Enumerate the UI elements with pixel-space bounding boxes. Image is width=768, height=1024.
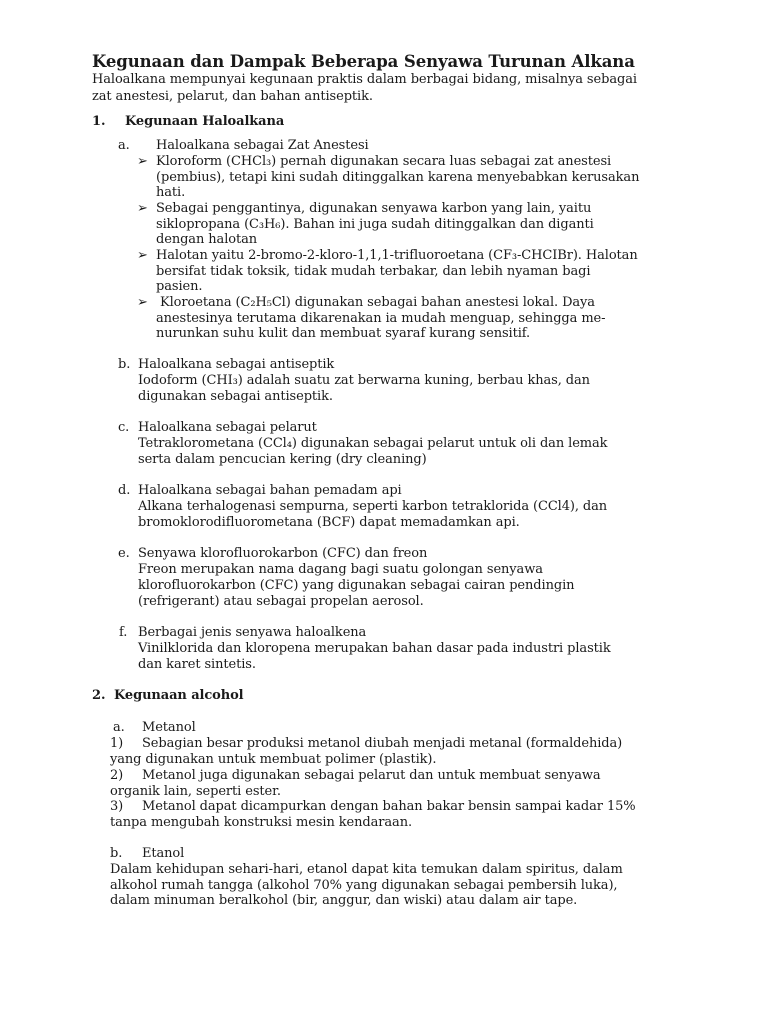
bullet-1-line-1: Kloroform (CHCl₃) pernah digunakan secara luas sebagai zat anestesi — [156, 154, 612, 169]
section-2-heading: Kegunaan alcohol — [114, 688, 244, 703]
sub-d-line-1: Alkana terhalogenasi sempurna, seperti karbon tetraklorida (CCl4), dan — [138, 499, 608, 514]
sub-a-heading: Haloalkana sebagai Zat Anestesi — [156, 138, 369, 153]
sub-f-letter: f. — [119, 625, 128, 640]
sub-c-heading: Haloalkana sebagai pelarut — [138, 420, 317, 435]
sub-d-line-2: bromoklorodifluorometana (BCF) dapat memadamkan api. — [138, 515, 520, 530]
sub2-b-heading: Etanol — [142, 846, 185, 861]
section-2-number: 2. — [92, 688, 106, 703]
sub-d-heading: Haloalkana sebagai bahan pemadam api — [138, 483, 402, 498]
sub-e-line-3: (refrigerant) atau sebagai propelan aerosol. — [138, 594, 424, 609]
bullet-3-line-3: pasien. — [156, 279, 203, 294]
item-1-line-2: yang digunakan untuk membuat polimer (plastik). — [110, 752, 437, 767]
bullet-4-line-3: nurunkan suhu kulit dan membuat syaraf kurang sensitif. — [156, 326, 531, 341]
bullet-arrow-icon: ➢ — [137, 154, 148, 169]
item-1-line-1: Sebagian besar produksi metanol diubah menjadi metanal (formaldehida) — [142, 736, 623, 751]
item-3-line-2: tanpa mengubah konstruksi mesin kendaraan. — [110, 815, 413, 830]
sub-f-line-2: dan karet sintetis. — [138, 657, 256, 672]
sub-e-letter: e. — [118, 546, 130, 561]
sub-c-line-1: Tetraklorometana (CCl₄) digunakan sebagai pelarut untuk oli dan lemak — [138, 436, 608, 451]
item-2-number: 2) — [110, 768, 124, 783]
bullet-arrow-icon: ➢ — [137, 248, 148, 263]
section-1-number: 1. — [92, 114, 106, 129]
item-1-number: 1) — [110, 736, 124, 751]
sub-b-heading: Haloalkana sebagai antiseptik — [138, 357, 335, 372]
sub-b-line-2: digunakan sebagai antiseptik. — [138, 389, 333, 404]
sub2-b-line-2: alkohol rumah tangga (alkohol 70% yang digunakan sebagai pembersih luka), — [110, 878, 618, 893]
sub2-a-heading: Metanol — [142, 720, 196, 735]
sub-f-line-1: Vinilklorida dan kloropena merupakan bahan dasar pada industri plastik — [138, 641, 611, 656]
bullet-1-line-2: (pembius), tetapi kini sudah ditinggalkan karena menyebabkan kerusakan — [156, 170, 640, 185]
item-3-line-1: Metanol dapat dicampurkan dengan bahan bakar bensin sampai kadar 15% — [142, 799, 636, 814]
bullet-4-line-1: Kloroetana (C₂H₅Cl) digunakan sebagai bahan anestesi lokal. Daya — [160, 295, 595, 310]
item-2-line-2: organik lain, seperti ester. — [110, 784, 281, 799]
bullet-3-line-2: bersifat tidak toksik, tidak mudah terbakar, dan lebih nyaman bagi — [156, 264, 591, 279]
sub-e-line-2: klorofluorokarbon (CFC) yang digunakan sebagai cairan pendingin — [138, 578, 575, 593]
sub-c-line-2: serta dalam pencucian kering (dry cleaning) — [138, 452, 427, 467]
sub2-b-line-1: Dalam kehidupan sehari-hari, etanol dapat kita temukan dalam spiritus, dalam — [110, 862, 623, 877]
sub-e-heading: Senyawa klorofluorokarbon (CFC) dan freon — [138, 546, 428, 561]
sub-f-heading: Berbagai jenis senyawa haloalkena — [138, 625, 367, 640]
sub-b-line-1: Iodoform (CHI₃) adalah suatu zat berwarna kuning, berbau khas, dan — [138, 373, 590, 388]
sub2-b-letter: b. — [110, 846, 123, 861]
sub-d-letter: d. — [118, 483, 131, 498]
bullet-2-line-2: siklopropana (C₃H₆). Bahan ini juga sudah ditinggalkan dan diganti — [156, 217, 594, 232]
sub-c-letter: c. — [118, 420, 130, 435]
page-title: Kegunaan dan Dampak Beberapa Senyawa Turunan Alkana — [92, 52, 635, 71]
bullet-4-line-2: anestesinya terutama dikarenakan ia mudah menguap, sehingga me- — [156, 311, 606, 326]
bullet-1-line-3: hati. — [156, 185, 186, 200]
section-1-heading: Kegunaan Haloalkana — [125, 114, 285, 129]
intro-line-2: zat anestesi, pelarut, dan bahan antiseptik. — [92, 89, 373, 104]
sub2-a-letter: a. — [113, 720, 125, 735]
sub-a-letter: a. — [118, 138, 130, 153]
item-3-number: 3) — [110, 799, 124, 814]
item-2-line-1: Metanol juga digunakan sebagai pelarut dan untuk membuat senyawa — [142, 768, 601, 783]
bullet-arrow-icon: ➢ — [137, 201, 148, 216]
sub-e-line-1: Freon merupakan nama dagang bagi suatu golongan senyawa — [138, 562, 543, 577]
sub-b-letter: b. — [118, 357, 131, 372]
bullet-2-line-3: dengan halotan — [156, 232, 258, 247]
bullet-arrow-icon: ➢ — [137, 295, 148, 310]
sub2-b-line-3: dalam minuman beralkohol (bir, anggur, dan wiski) atau dalam air tape. — [110, 893, 578, 908]
bullet-2-line-1: Sebagai penggantinya, digunakan senyawa karbon yang lain, yaitu — [156, 201, 592, 216]
intro-line-1: Haloalkana mempunyai kegunaan praktis dalam berbagai bidang, misalnya sebagai — [92, 72, 637, 87]
bullet-3-line-1: Halotan yaitu 2-bromo-2-kloro-1,1,1-trifluoroetana (CF₃-CHCIBr). Halotan — [156, 248, 638, 263]
